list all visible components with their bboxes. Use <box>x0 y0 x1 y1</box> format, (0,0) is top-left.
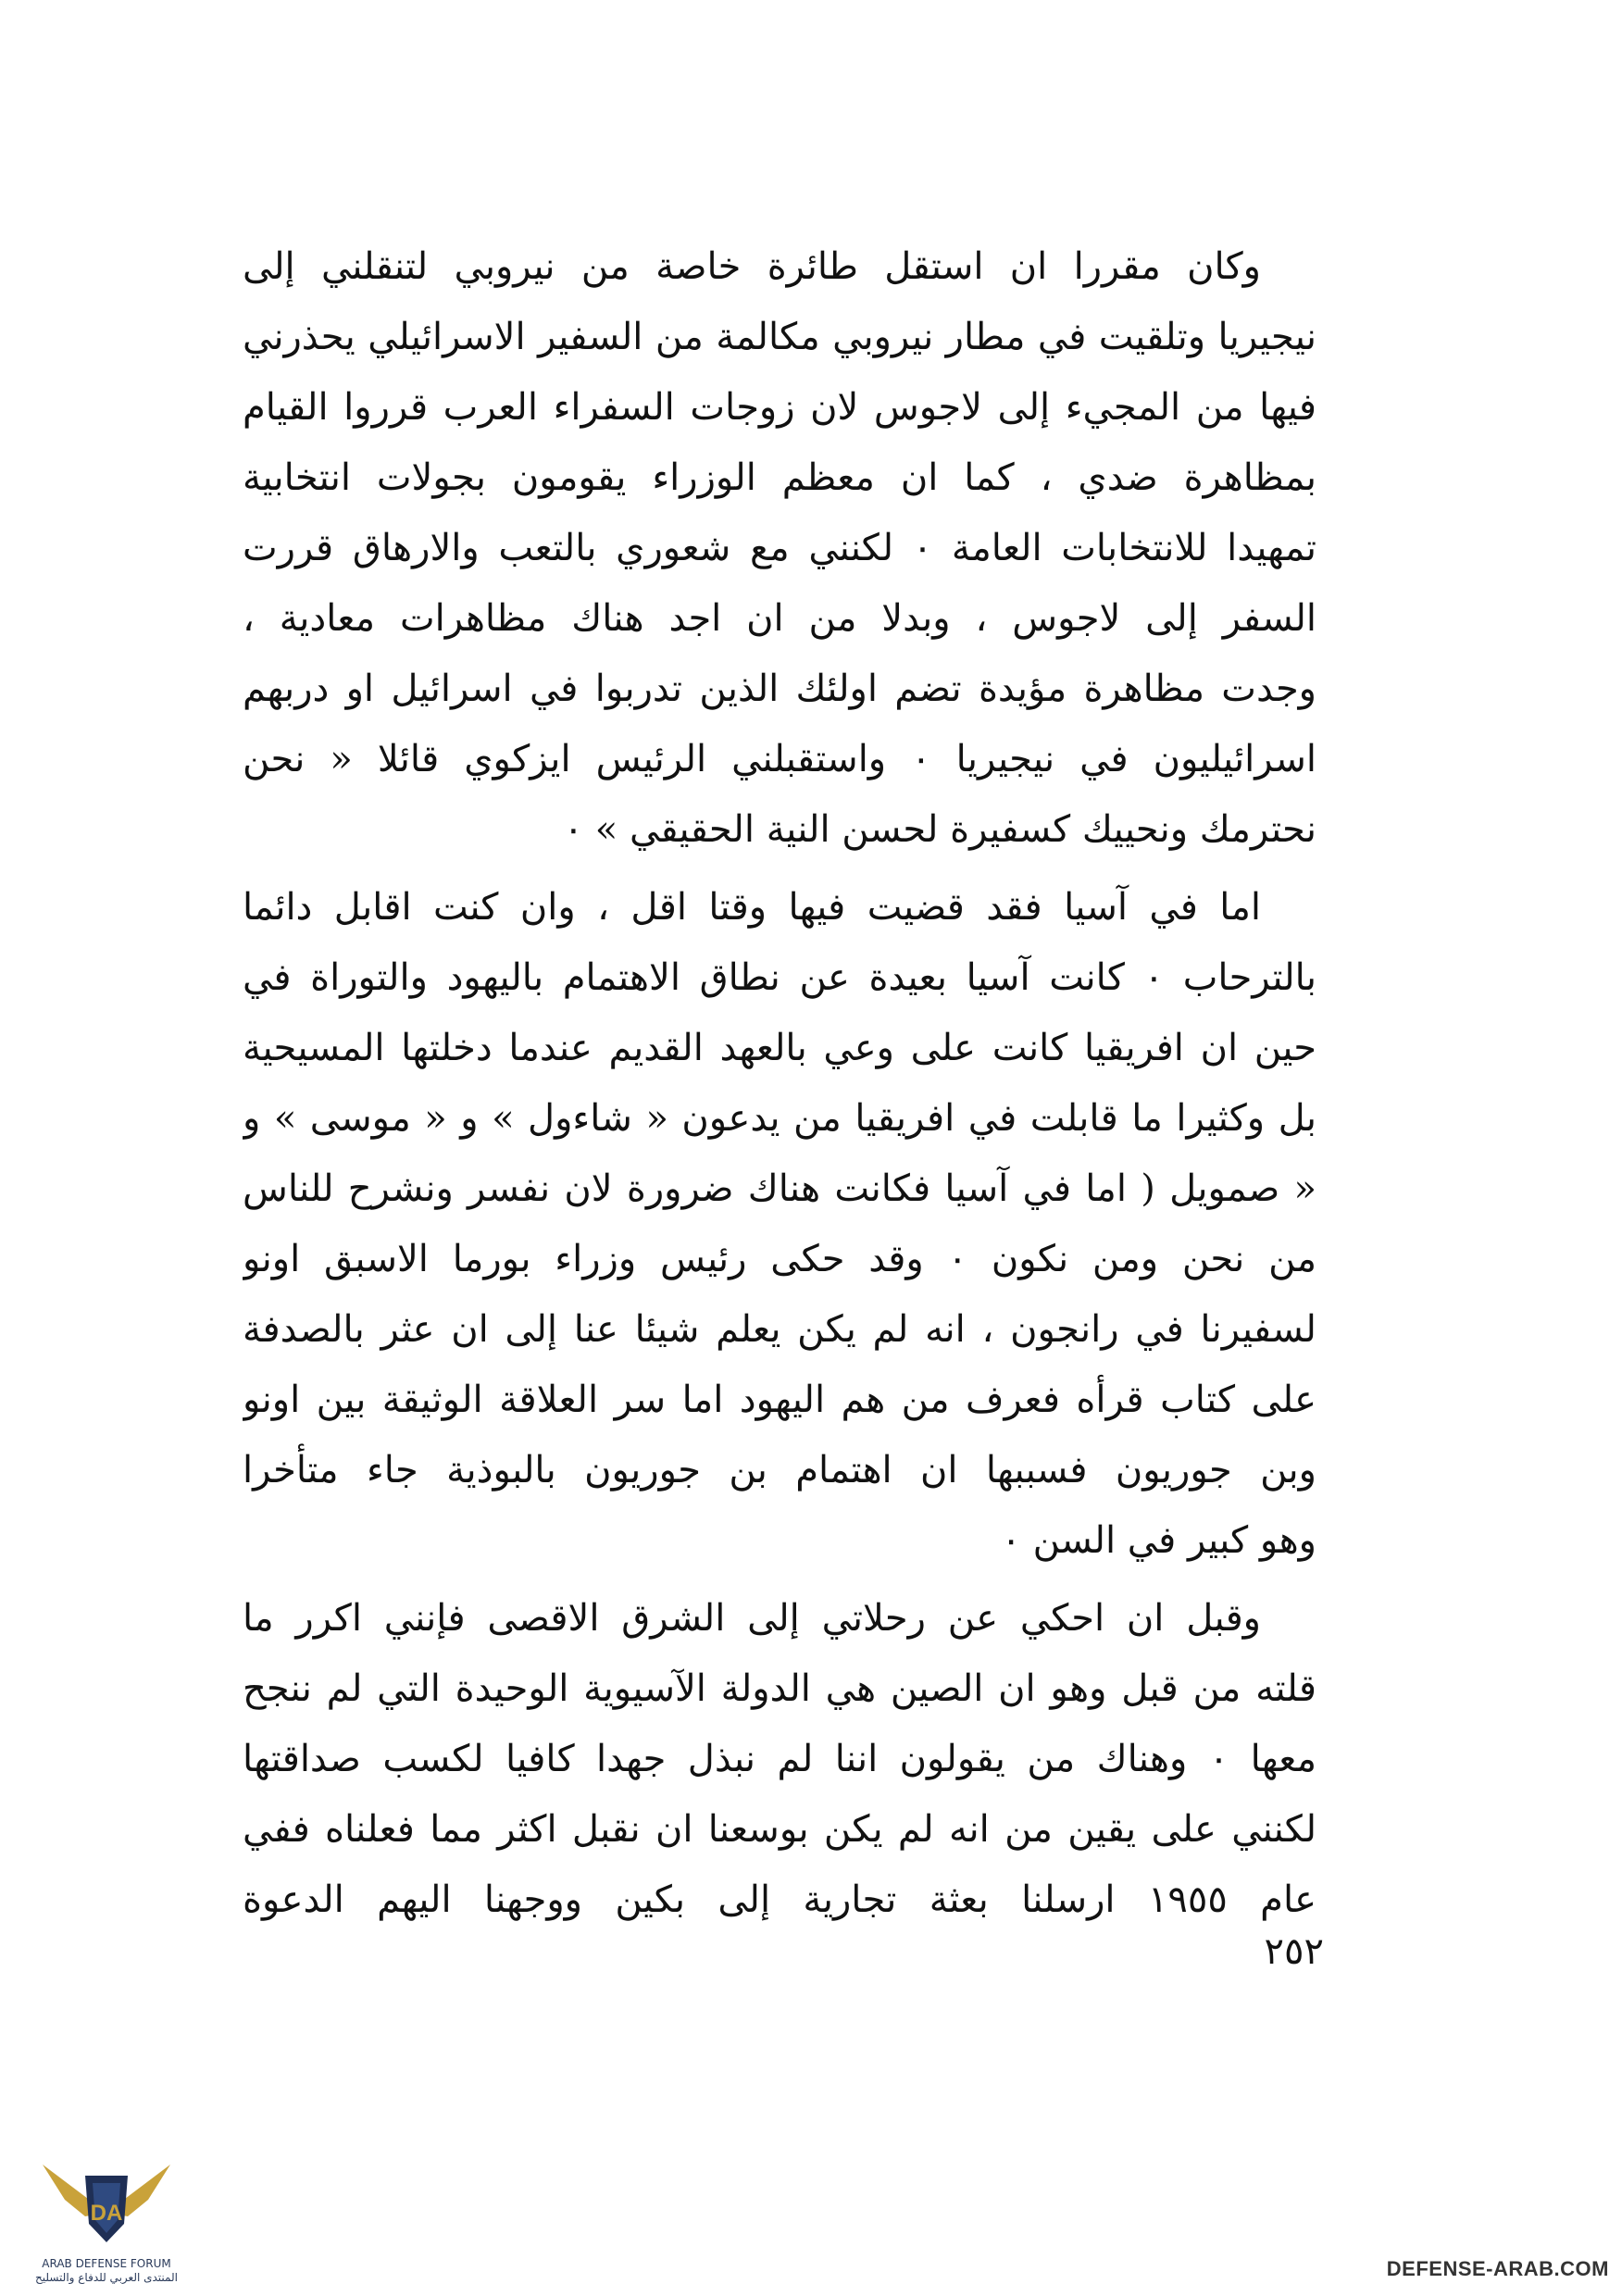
page-number: ٢٥٢ <box>1264 1930 1324 1973</box>
logo-caption <box>19 2257 194 2285</box>
text-line: قلته من قبل وهو ان الصين هي الدولة الآسيوية الوحيدة التي لم ننجح <box>243 1667 1316 1710</box>
text-line: نيجيريا وتلقيت في مطار نيروبي مكالمة من السفير الاسرائيلي يحذرني <box>243 316 1316 358</box>
text-line: بمظاهرة ضدي ، كما ان معظم الوزراء يقومون بجولات انتخابية <box>243 456 1316 499</box>
text-line: وقبل ان احكي عن رحلاتي إلى الشرق الاقصى فإنني اكرر ما <box>243 1597 1261 1640</box>
paragraph-asia <box>243 872 1316 1576</box>
text-line: وجدت مظاهرة مؤيدة تضم اولئك الذين تدربوا في اسرائيل او دربهم <box>243 668 1316 710</box>
page-body-text <box>243 231 1316 1935</box>
text-line: السفر إلى لاجوس ، وبدلا من ان اجد هناك مظاهرات معادية ، <box>243 597 1316 640</box>
text-line: بل وكثيرا ما قابلت في افريقيا من يدعون « شاءول » و « موسى » و <box>243 1097 1316 1140</box>
text-line: على كتاب قرأه فعرف من هم اليهود اما سر العلاقة الوثيقة بين اونو <box>243 1379 1316 1421</box>
text-line: عام ١٩٥٥ ارسلنا بعثة تجارية إلى بكين ووجهنا اليهم الدعوة <box>243 1878 1316 1921</box>
text-line: « صمويل ( اما في آسيا فكانت هناك ضرورة لان نفسر ونشرح للناس <box>243 1167 1316 1210</box>
logo-initials: DA <box>90 2201 123 2226</box>
text-line: بالترحاب ٠ كانت آسيا بعيدة عن نطاق الاهتمام باليهود والتوراة في <box>243 956 1316 999</box>
text-line: لكنني على يقين من انه لم يكن بوسعنا ان نقبل اكثر مما فعلناه ففي <box>243 1808 1316 1851</box>
text-line: نحترمك ونحييك كسفيرة لحسن النية الحقيقي » ٠ <box>563 808 1316 851</box>
logo-caption-ar: المنتدى العربي للدفاع والتسليح <box>35 2271 178 2284</box>
paragraph-nigeria <box>243 231 1316 865</box>
logo-caption-en: ARAB DEFENSE FORUM <box>42 2257 171 2270</box>
text-line: وهو كبير في السن ٠ <box>1001 1519 1316 1562</box>
site-watermark: DEFENSE-ARAB.COM <box>1386 2257 1609 2280</box>
text-line: فيها من المجيء إلى لاجوس لان زوجات السفراء العرب قرروا القيام <box>243 386 1316 429</box>
paragraph-china <box>243 1583 1316 1935</box>
text-line: حين ان افريقيا كانت على وعي بالعهد القديم عندما دخلتها المسيحية <box>243 1027 1316 1069</box>
text-line: وبن جوريون فسببها ان اهتمام بن جوريون بالبوذية جاء متأخرا <box>243 1449 1316 1491</box>
text-line: تمهيدا للانتخابات العامة ٠ لكنني مع شعوري بالتعب والارهاق قررت <box>243 527 1316 569</box>
text-line: معها ٠ وهناك من يقولون اننا لم نبذل جهدا كافيا لكسب صداقتها <box>243 1738 1316 1780</box>
text-line: اما في آسيا فقد قضيت فيها وقتا اقل ، وان كنت اقابل دائما <box>243 886 1261 929</box>
text-line: لسفيرنا في رانجون ، انه لم يكن يعلم شيئا عنا إلى ان عثر بالصدفة <box>243 1308 1316 1351</box>
text-line: اسرائيليون في نيجيريا ٠ واستقبلني الرئيس ايزكوي قائلا « نحن <box>243 738 1316 780</box>
text-line: من نحن ومن نكون ٠ وقد حكى رئيس وزراء بورما الاسبق اونو <box>243 1238 1316 1280</box>
text-line: وكان مقررا ان استقل طائرة خاصة من نيروبي لتنقلني إلى <box>243 245 1262 288</box>
